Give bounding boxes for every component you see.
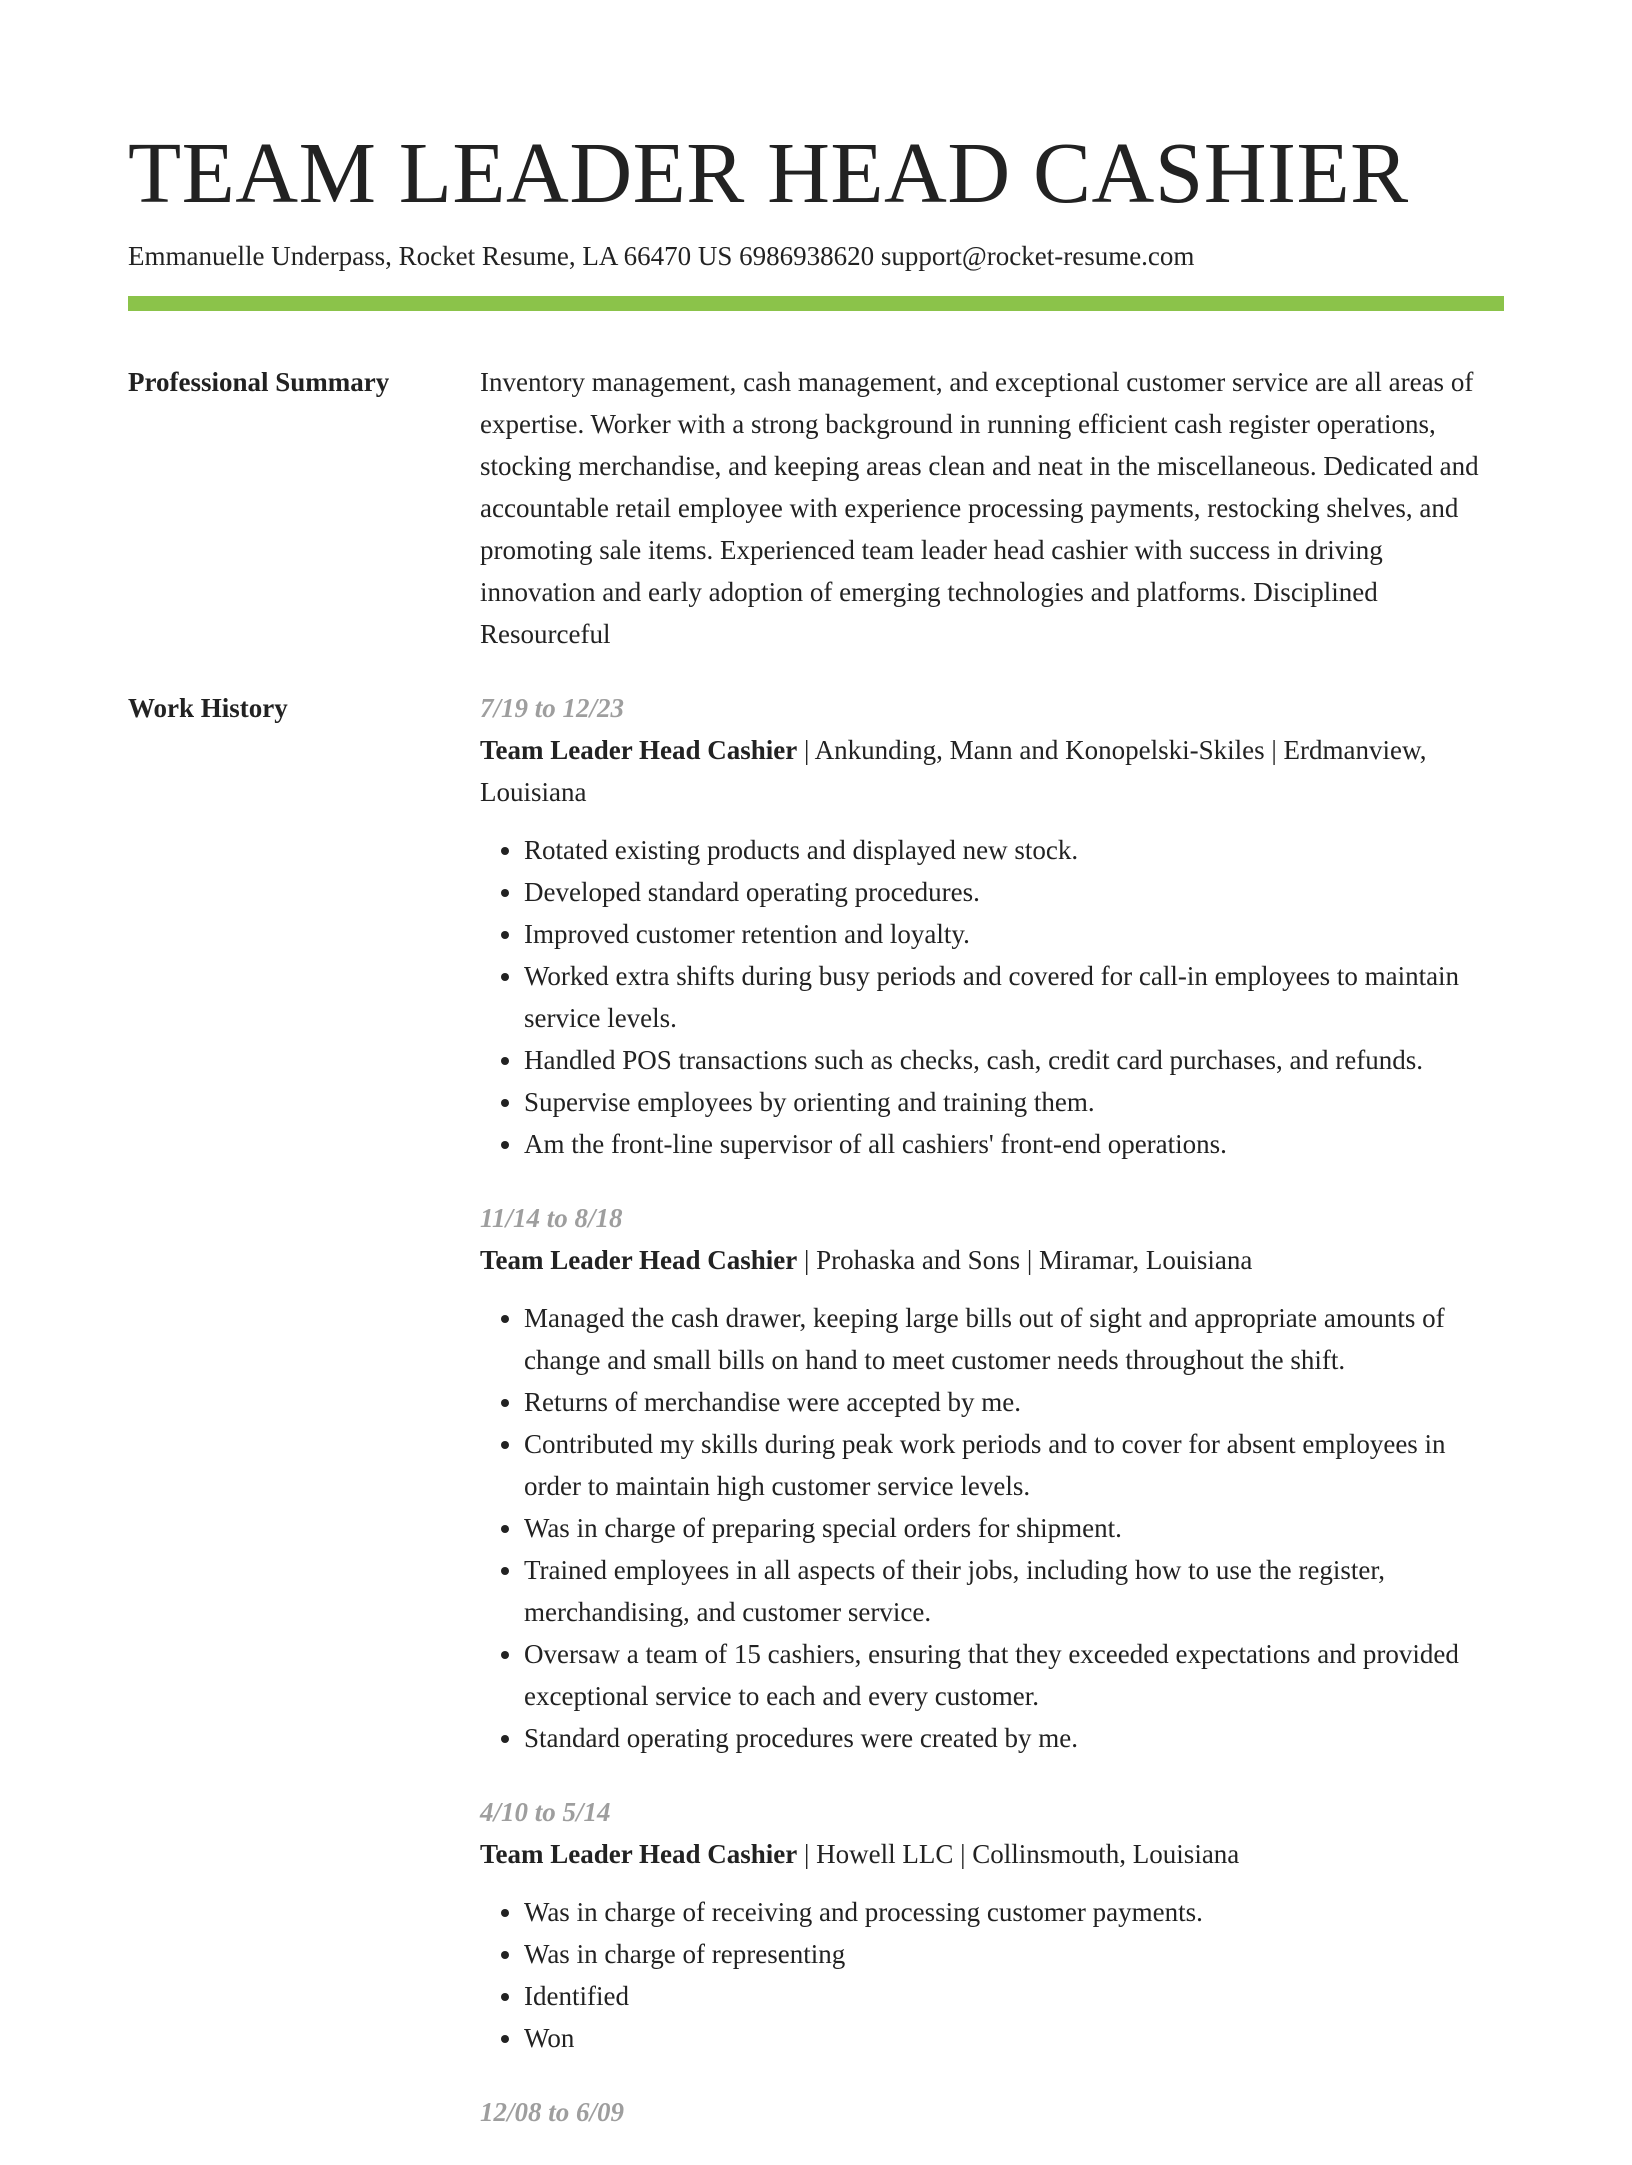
job-bullet-list <box>480 1891 1504 2059</box>
section-label-summary: Professional Summary <box>128 367 390 397</box>
section-label-work-history: Work History <box>128 693 288 723</box>
job-bullet: • Was in charge of preparing special orders for shipment. <box>524 1507 1504 1549</box>
job-bullet: • Rotated existing products and displayed new stock. <box>524 829 1504 871</box>
job-dates: 11/14 to 8/18 <box>480 1203 623 1233</box>
job-title: Team Leader Head Cashier <box>480 735 798 765</box>
job-entry <box>480 687 1504 1165</box>
job-bullet: • Improved customer retention and loyalty. <box>524 913 1504 955</box>
job-employer-location: | Ankunding, Mann and Konopelski-Skiles | Erdmanview, Louisiana <box>480 735 1427 807</box>
work-history-body <box>480 687 1504 2165</box>
job-bullet-list <box>480 829 1504 1165</box>
job-employer-location: | Prohaska and Sons | Miramar, Louisiana <box>797 1245 1253 1275</box>
work-history-section <box>128 687 1504 2165</box>
job-entry <box>480 2091 1504 2133</box>
job-bullet: • Contributed my skills during peak work periods and to cover for absent employees in order to maintain high customer service levels. <box>524 1423 1504 1507</box>
job-bullet: • Trained employees in all aspects of their jobs, including how to use the register, merchandising, and customer service. <box>524 1549 1504 1633</box>
job-bullet: • Was in charge of representing <box>524 1933 1504 1975</box>
job-title: Team Leader Head Cashier <box>480 1839 798 1869</box>
job-bullet: • Supervise employees by orienting and training them. <box>524 1081 1504 1123</box>
job-bullet: • Managed the cash drawer, keeping large bills out of sight and appropriate amounts of change and small bills on hand to meet customer needs throughout the shift. <box>524 1297 1504 1381</box>
resume-page <box>128 0 1504 2165</box>
job-bullet: • Standard operating procedures were created by me. <box>524 1717 1504 1759</box>
job-bullet: • Worked extra shifts during busy periods and covered for call-in employees to maintain service levels. <box>524 955 1504 1039</box>
job-bullet: • Won <box>524 2017 1504 2059</box>
job-heading <box>480 1833 1504 1875</box>
job-heading <box>480 729 1504 813</box>
job-title: Team Leader Head Cashier <box>480 1245 798 1275</box>
job-bullet: • Am the front-line supervisor of all cashiers' front-end operations. <box>524 1123 1504 1165</box>
job-entry <box>480 1791 1504 2059</box>
candidate-name: TEAM LEADER HEAD CASHIER <box>128 124 1409 221</box>
job-bullet: • Handled POS transactions such as checks, cash, credit card purchases, and refunds. <box>524 1039 1504 1081</box>
job-dates: 7/19 to 12/23 <box>480 693 625 723</box>
contact-info: Emmanuelle Underpass, Rocket Resume, LA 66470 US 6986938620 support@rocket-resume.com <box>128 241 1195 271</box>
job-bullet: • Was in charge of receiving and processing customer payments. <box>524 1891 1504 1933</box>
job-bullet: • Developed standard operating procedures. <box>524 871 1504 913</box>
job-bullet: • Identified <box>524 1975 1504 2017</box>
job-employer-location: | Howell LLC | Collinsmouth, Louisiana <box>797 1839 1240 1869</box>
job-dates: 12/08 to 6/09 <box>480 2097 625 2127</box>
job-dates: 4/10 to 5/14 <box>480 1797 611 1827</box>
professional-summary-section <box>128 361 1504 655</box>
job-bullet: • Oversaw a team of 15 cashiers, ensuring that they exceeded expectations and provided exceptional service to each and every customer. <box>524 1633 1504 1717</box>
header-divider <box>128 296 1504 311</box>
job-bullet: • Returns of merchandise were accepted by me. <box>524 1381 1504 1423</box>
job-bullet-list <box>480 1297 1504 1759</box>
job-entry <box>480 1197 1504 1759</box>
job-heading <box>480 1239 1504 1281</box>
summary-text: Inventory management, cash management, and exceptional customer service are all areas of expertise. Worker with a strong background in running efficient cash register operations, stocking merchandise, and keeping areas clean and neat in the miscellaneous. Dedicated and accountable retail employee with experience processing payments, restocking shelves, and promoting sale items. Experienced team leader head cashier with success in driving innovation and early adoption of emerging technologies and platforms. Disciplined Resourceful <box>480 367 1479 649</box>
summary-body <box>480 361 1504 655</box>
